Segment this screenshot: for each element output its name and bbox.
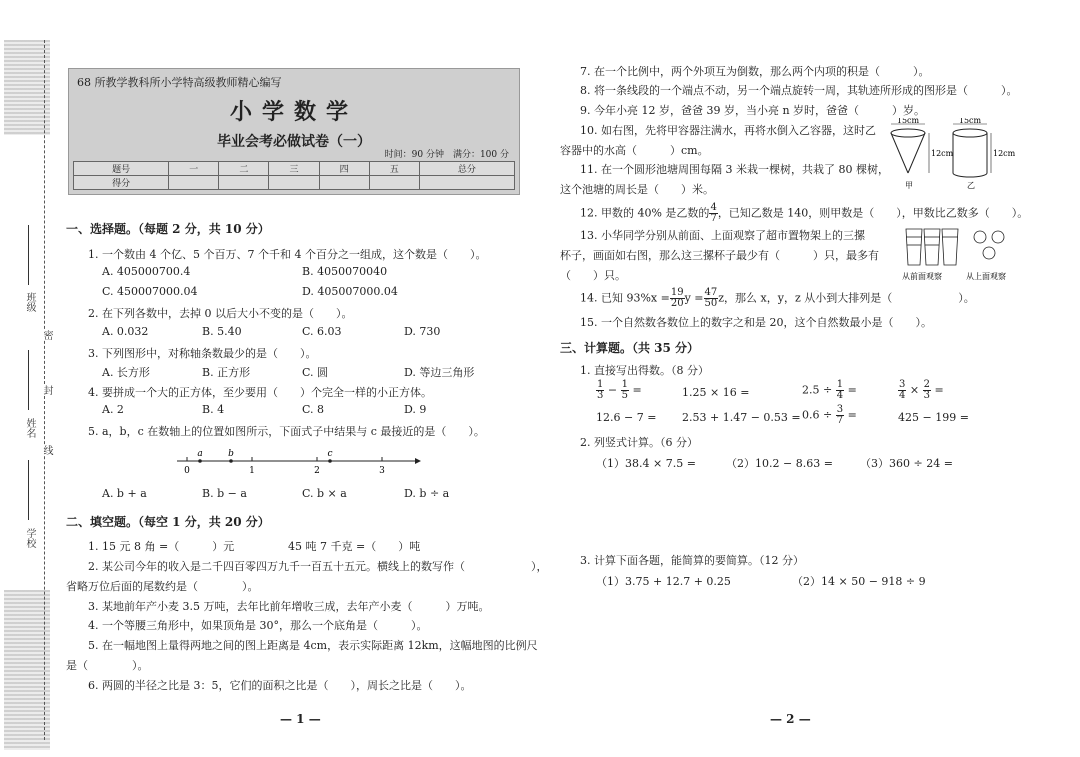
question-text: 1. 直接写出得数。（8 分）	[580, 364, 709, 377]
option[interactable]: D. b ÷ a	[404, 487, 450, 500]
tick-label: 3	[379, 466, 385, 476]
fraction	[709, 203, 717, 224]
numerator: 47	[704, 287, 718, 298]
dimension-label: 15cm	[896, 118, 920, 125]
score-blank[interactable]	[319, 176, 369, 190]
calc-item: （3）360 ÷ 24 =	[860, 457, 953, 470]
question-text: （ ）只。	[560, 269, 626, 282]
question-text: 13. 小华同学分别从前面、上面观察了超市置物架上的三摞	[580, 229, 865, 242]
option[interactable]: A. b + a	[102, 487, 147, 500]
page-number: — 2 —	[770, 712, 811, 726]
question-text: 3. 计算下面各题，能简算的要简算。（12 分）	[580, 554, 804, 567]
exam-subtitle: 毕业会考必做试卷（一）	[217, 134, 371, 150]
option[interactable]: A. 2	[102, 403, 124, 416]
option[interactable]: A. 405000700.4	[102, 265, 191, 278]
calc-item-frac-mul: $\frac{3}{4}$ × $\frac{2}{3}$ =	[899, 379, 944, 401]
name-label: 姓名	[24, 418, 35, 438]
point-label: a	[197, 449, 203, 459]
school-blank-line	[28, 460, 29, 520]
option[interactable]: D. 等边三角形	[404, 366, 475, 379]
option[interactable]: C. 8	[302, 403, 325, 416]
name-blank-line	[28, 350, 29, 410]
cups-figure	[900, 225, 1020, 283]
section-choice-title: 一、选择题。（每题 2 分，共 10 分）	[66, 222, 270, 236]
option[interactable]: C. b × a	[302, 487, 347, 500]
table-cell: 一	[169, 162, 219, 176]
question-text: 1. 15 元 8 角 =（ ）元	[88, 540, 235, 553]
score-blank[interactable]	[169, 176, 219, 190]
binding-margin	[0, 0, 55, 757]
calc-item: （1）3.75 + 12.7 + 0.25	[596, 575, 731, 588]
question-text: 45 吨 7 千克 =（ ）吨	[288, 540, 421, 553]
question-text: 4. 要拼成一个大的正方体，至少要用（ ）个完全一样的小正方体。	[88, 386, 432, 399]
question-text: 省略万位后面的尾数约是（ ）。	[66, 580, 259, 593]
point-label: c	[327, 449, 333, 459]
table-cell: 总分	[419, 162, 514, 176]
question-text: 3. 某地前年产小麦 3.5 万吨，去年比前年增收三成，去年产小麦（ ）万吨。	[88, 600, 490, 613]
option[interactable]: B. 5.40	[202, 325, 242, 338]
calc-item: 2.53 + 1.47 − 0.53 =	[682, 411, 801, 424]
calc-item-frac-sub: $\frac{1}{3}$ − $\frac{1}{5}$ =	[597, 379, 642, 401]
question-text: 1. 一个数由 4 个亿、5 个百万、7 个千和 4 个百分之一组成，这个数是（ ）。	[88, 248, 487, 261]
seal-feng: 封	[41, 385, 52, 395]
option[interactable]: B. b − a	[202, 487, 247, 500]
option[interactable]: C. 6.03	[302, 325, 342, 338]
option[interactable]: D. 405007000.04	[302, 285, 398, 298]
question-text: 2. 列竖式计算。（6 分）	[580, 436, 698, 449]
score-blank[interactable]	[269, 176, 319, 190]
calc-item: 425 − 199 =	[898, 411, 969, 424]
numerator: 19	[670, 287, 684, 298]
question-text: 8. 将一条线段的一个端点不动，另一个端点旋转一周，其轨迹所形成的图形是（ ）。	[580, 84, 1018, 97]
question-text: 是（ ）。	[66, 659, 149, 672]
option[interactable]: B. 4	[202, 403, 225, 416]
table-cell: 四	[319, 162, 369, 176]
time-score-info: 时间：90 分钟 满分：100 分	[384, 150, 509, 160]
option[interactable]: A. 长方形	[102, 366, 150, 379]
question-text: 14. 已知 93%x =	[580, 291, 670, 305]
table-cell: 二	[219, 162, 269, 176]
question-text: 9. 今年小亮 12 岁，爸爸 39 岁，当小亮 n 岁时，爸爸（ ）岁。	[580, 104, 926, 117]
question-text: 15. 一个自然数各数位上的数字之和是 20，这个自然数最小是（ ）。	[580, 316, 932, 329]
question-text: 7. 在一个比例中，两个外项互为倒数，那么两个内项的积是（ ）。	[580, 65, 930, 78]
option[interactable]: D. 730	[404, 325, 441, 338]
question-text: ，已知乙数是 140，则甲数是（ ），甲数比乙数多（ ）。	[717, 206, 1029, 220]
dimension-label: 12cm	[993, 149, 1016, 158]
question-text: 2. 在下列各数中，去掉 0 以后大小不变的是（ ）。	[88, 307, 353, 320]
tick-label: 1	[249, 466, 255, 476]
denominator: 7	[710, 213, 717, 224]
fraction	[704, 288, 719, 309]
figure-label: 从前面观察	[902, 272, 942, 281]
option[interactable]: B. 正方形	[202, 366, 251, 379]
question-text: 3. 下列图形中，对称轴条数最少的是（ ）。	[88, 347, 317, 360]
section-fill-title: 二、填空题。（每空 1 分，共 20 分）	[66, 515, 270, 529]
question-text: 10. 如右图，先将甲容器注满水，再将水倒入乙容器，这时乙	[580, 124, 876, 137]
question-text: y =	[684, 291, 704, 305]
fraction	[670, 288, 685, 309]
table-row	[74, 176, 515, 190]
school-label: 学校	[24, 528, 35, 548]
option[interactable]: C. 450007000.04	[102, 285, 198, 298]
score-blank[interactable]	[369, 176, 419, 190]
table-cell: 题号	[74, 162, 169, 176]
section-calc-title: 三、计算题。（共 35 分）	[560, 341, 700, 355]
calc-item-frac-mul2: 0.6 ÷ $\frac{3}{7}$ =	[802, 404, 857, 426]
figure-label: 甲	[905, 181, 913, 190]
class-blank-line	[28, 225, 29, 285]
tick-label: 0	[184, 466, 190, 476]
cone-cylinder-figure	[885, 118, 1025, 193]
question-text: 5. 在一幅地图上量得两地之间的图上距离是 4cm，表示实际距离 12km，这幅地图的比例尺	[88, 639, 538, 652]
calc-item: 1.25 × 16 =	[682, 386, 750, 399]
figure-label: 乙	[967, 181, 975, 190]
option[interactable]: D. 9	[404, 403, 427, 416]
question-text: 4. 一个等腰三角形中，如果顶角是 30°，那么一个底角是（ ）。	[88, 619, 428, 632]
question-14	[580, 288, 975, 309]
score-table	[73, 161, 515, 190]
calc-item: （2）14 × 50 − 918 ÷ 9	[792, 575, 926, 588]
page-number: — 1 —	[280, 712, 321, 726]
question-text: 6. 两圆的半径之比是 3：5，它们的面积之比是（ ），周长之比是（ ）。	[88, 679, 472, 692]
question-12	[580, 203, 1028, 224]
table-cell: 三	[269, 162, 319, 176]
dimension-label: 15cm	[958, 118, 982, 125]
question-text: 11. 在一个圆形池塘周围每隔 3 米栽一棵树，共栽了 80 棵树，	[580, 163, 889, 176]
score-blank[interactable]	[419, 176, 514, 190]
question-text: 这个池塘的周长是（ ）米。	[560, 183, 714, 196]
point-label: b	[228, 449, 234, 459]
question-text: 12. 甲数的 40% 是乙数的	[580, 206, 710, 220]
seal-xian: 线	[41, 445, 52, 455]
numerator: 4	[710, 202, 717, 213]
question-text: 杯子，画面如右图，那么这三摞杯子最少有（ ）只，最多有	[560, 249, 879, 262]
option[interactable]: C. 圆	[302, 366, 329, 379]
denominator: 20	[670, 298, 684, 309]
calc-item: 12.6 − 7 =	[596, 411, 657, 424]
number-line	[175, 447, 425, 477]
question-text: 5. a，b，c 在数轴上的位置如图所示，下面式子中结果与 c 最接近的是（ ）。	[88, 425, 485, 438]
score-blank[interactable]	[219, 176, 269, 190]
question-text: 2. 某公司今年的收入是二千四百零四万九千一百五十五元。横线上的数写作（ ），	[88, 560, 548, 573]
page-title: 小学数学	[229, 100, 358, 125]
figure-label: 从上面观察	[966, 272, 1006, 281]
question-text: z，那么 x，y，z 从小到大排列是（ ）。	[718, 291, 975, 305]
option[interactable]: B. 4050070040	[302, 265, 388, 278]
table-cell: 五	[369, 162, 419, 176]
option[interactable]: A. 0.032	[102, 325, 149, 338]
calc-item-frac-div: 2.5 ÷ $\frac{1}{4}$ =	[802, 379, 857, 401]
calc-item: （2）10.2 − 8.63 =	[726, 457, 833, 470]
seal-mi: 密	[41, 330, 52, 340]
question-text: 容器中的水高（ ）cm。	[560, 144, 709, 157]
school-line: 68 所教学教科所小学特高级教师精心编写	[77, 76, 282, 89]
denominator: 50	[704, 298, 718, 309]
exam-header	[68, 68, 520, 195]
table-cell: 得分	[74, 176, 169, 190]
dimension-label: 12cm	[931, 149, 954, 158]
table-row	[74, 162, 515, 176]
class-label: 班级	[24, 292, 35, 312]
calc-item: （1）38.4 × 7.5 =	[596, 457, 696, 470]
tick-label: 2	[314, 466, 320, 476]
